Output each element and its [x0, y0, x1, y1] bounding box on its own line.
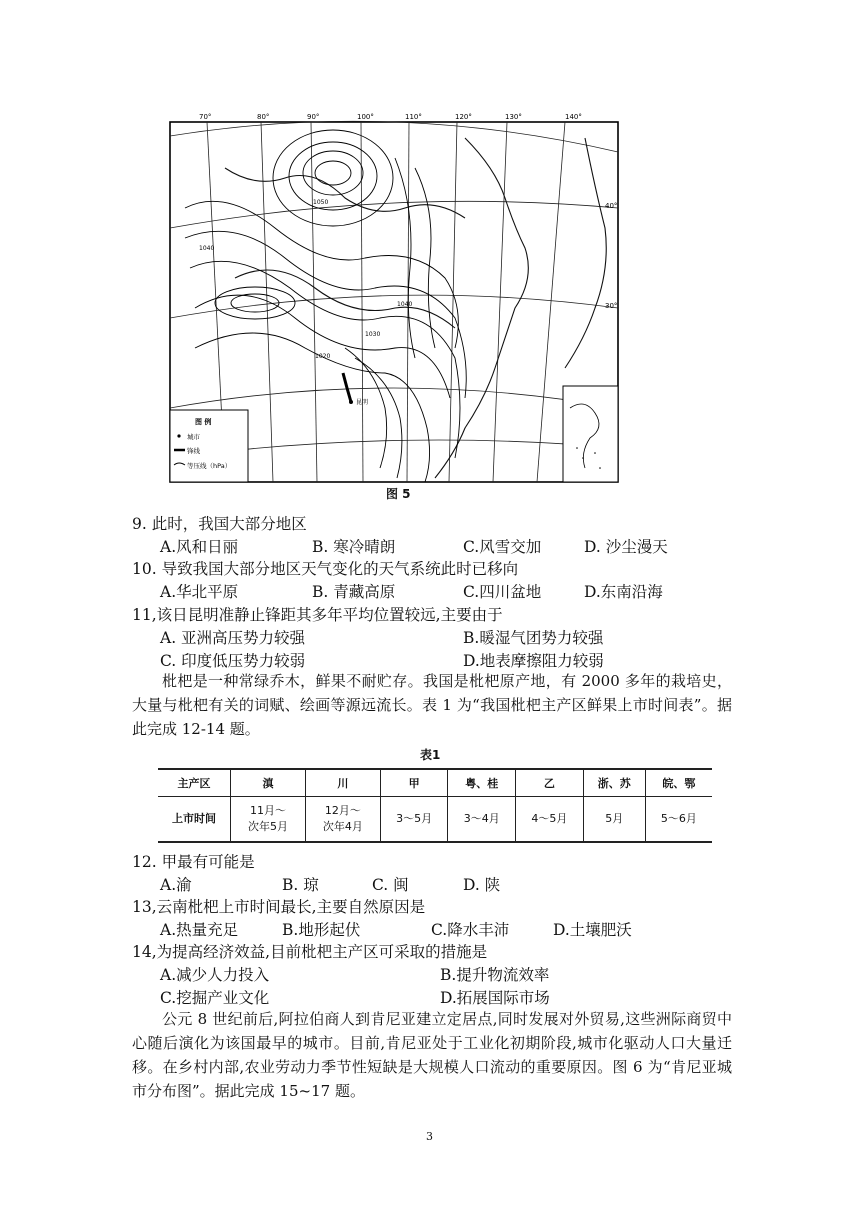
- isobar-label: 1020: [315, 353, 331, 360]
- option: B.地形起伏: [282, 921, 361, 939]
- weather-map-figure: [165, 108, 623, 488]
- lat-label: 30°: [605, 302, 618, 310]
- option: C.降水丰沛: [431, 921, 510, 939]
- question-14: 14,为提高经济效益,目前枇杷主产区可采取的措施是: [132, 943, 488, 961]
- table-header-cell: 浙、苏: [583, 769, 645, 797]
- lon-label: 90°: [307, 113, 320, 121]
- table-header-cell: 川: [305, 769, 380, 797]
- lon-label: 110°: [405, 113, 422, 121]
- isobar-label: 1040: [397, 301, 413, 308]
- lon-label: 140°: [565, 113, 582, 121]
- legend-item-city: 城市: [187, 433, 200, 441]
- question-12: 12. 甲最有可能是: [132, 853, 255, 871]
- table-cell: 3～4月: [448, 797, 516, 843]
- table-header-cell: 皖、鄂: [645, 769, 712, 797]
- option: B. 青藏高原: [312, 583, 396, 601]
- table-row: [158, 797, 712, 843]
- option: A.华北平原: [160, 583, 239, 601]
- city-label: 昆明: [356, 399, 369, 406]
- city-marker: [349, 400, 353, 404]
- option: D.地表摩擦阻力较弱: [463, 652, 604, 670]
- question-10: 10. 导致我国大部分地区天气变化的天气系统此时已移向: [132, 560, 519, 578]
- table-header-cell: 乙: [516, 769, 584, 797]
- option: A.渝: [160, 876, 192, 894]
- table-cell: 3～5月: [380, 797, 448, 843]
- table-title: 表1: [420, 748, 441, 762]
- option: A.风和日丽: [160, 538, 239, 556]
- option: C.风雪交加: [463, 538, 542, 556]
- option: D. 陕: [463, 876, 501, 894]
- table-header-cell: 粤、桂: [448, 769, 516, 797]
- lon-label: 120°: [455, 113, 472, 121]
- option: D.拓展国际市场: [440, 989, 550, 1007]
- legend-item-isobar: 等压线（hPa）: [187, 462, 232, 470]
- isobar-map: [165, 108, 623, 488]
- lon-label: 80°: [257, 113, 270, 121]
- lat-label: 40°: [605, 202, 618, 210]
- table-header-cell: 滇: [231, 769, 306, 797]
- question-13: 13,云南枇杷上市时间最长,主要自然原因是: [132, 898, 426, 916]
- passage-loquat: 枇杷是一种常绿乔木，鲜果不耐贮存。我国是枇杷原产地，有 2000 多年的栽培史，大量与枇杷有关的词赋、绘画等源远流长。表 1 为“我国枇杷主产区鲜果上市时间表”。据此完成 12-14 题。: [132, 672, 732, 738]
- table-header-cell: 主产区: [158, 769, 231, 797]
- legend-item-front: 锋线: [187, 447, 200, 455]
- loquat-market-table: [158, 768, 712, 843]
- lon-label: 70°: [199, 113, 212, 121]
- question-9: 9. 此时，我国大部分地区: [132, 515, 307, 533]
- option: A. 亚洲高压势力较强: [160, 629, 306, 647]
- option: B. 琼: [282, 876, 319, 894]
- table-header-cell: 甲: [380, 769, 448, 797]
- table-header-row: [158, 769, 712, 797]
- option: C. 印度低压势力较弱: [160, 652, 306, 670]
- lon-label: 130°: [505, 113, 522, 121]
- option: B.提升物流效率: [440, 966, 550, 984]
- option: C.挖掘产业文化: [160, 989, 270, 1007]
- isobar-label: 1050: [313, 199, 329, 206]
- question-11: 11,该日昆明准静止锋距其多年平均位置较远,主要由于: [132, 606, 503, 624]
- option: B. 寒冷晴朗: [312, 538, 396, 556]
- option: A.减少人力投入: [160, 966, 270, 984]
- isobar-label: 1040: [199, 245, 215, 252]
- option: A.热量充足: [160, 921, 239, 939]
- legend-title: 图 例: [195, 418, 212, 426]
- table-cell: 11月～ 次年5月: [231, 797, 306, 843]
- table-cell: 4～5月: [516, 797, 584, 843]
- table-row-label: 上市时间: [158, 797, 231, 843]
- inset-map: [563, 386, 618, 482]
- option: C.四川盆地: [463, 583, 542, 601]
- table-cell: 5～6月: [645, 797, 712, 843]
- table-cell: 5月: [583, 797, 645, 843]
- isobar-label: 1030: [365, 331, 381, 338]
- table-cell: 12月～ 次年4月: [305, 797, 380, 843]
- page-number: 3: [426, 1130, 433, 1143]
- passage-kenya: 公元 8 世纪前后,阿拉伯商人到肯尼亚建立定居点,同时发展对外贸易,这些洲际商贸中心随后演化为该国最早的城市。目前,肯尼亚处于工业化初期阶段,城市化驱动人口大量迁移。在乡村内部,农业劳动力季节性短缺是大规模人口流动的重要原因。图 6 为“肯尼亚城市分布图”。据此完成 15~17 题。: [132, 1010, 732, 1100]
- figure-caption: 图 5: [386, 487, 411, 501]
- option: D. 沙尘漫天: [584, 538, 668, 556]
- option: B.暖湿气团势力较强: [463, 629, 604, 647]
- option: D.东南沿海: [584, 583, 663, 601]
- option: D.土壤肥沃: [553, 921, 632, 939]
- option: C. 闽: [372, 876, 409, 894]
- lon-label: 100°: [357, 113, 374, 121]
